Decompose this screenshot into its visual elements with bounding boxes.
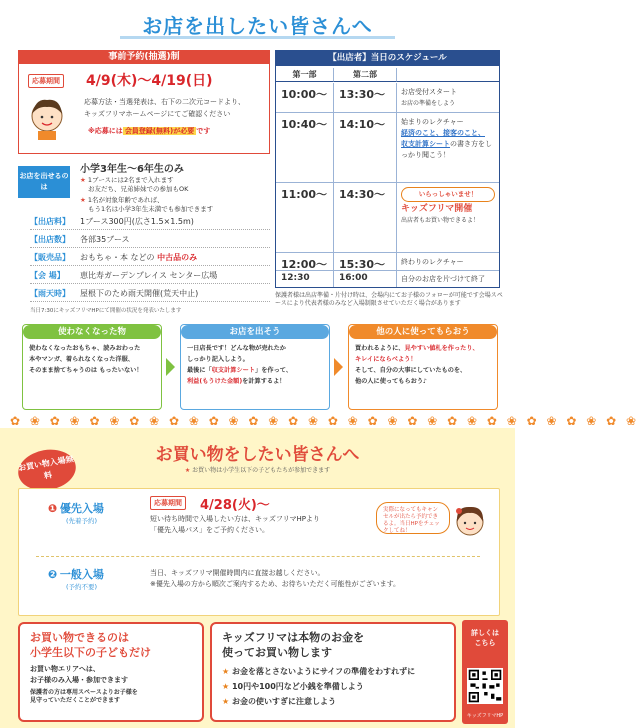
title-underline — [120, 36, 395, 39]
info-row-venue: 【会 場】 恵比寿ガーデンプレイス センター広場 — [30, 268, 270, 284]
shopping-title: お買い物をしたい皆さんへ — [155, 445, 360, 465]
flow-step-open-shop: お店を出そう 一日店長です！どんな物が売れたか しっかり記入しよう。 最後に「収支計算シート」を作って、 利益(もうけた金額)を計算するよ！ — [180, 324, 330, 410]
schedule-col-part1: 第一部 — [276, 68, 333, 82]
arrow-right-icon — [334, 358, 343, 376]
eligibility-list: ★ 1ブースには2名まで入れます お友だち、兄弟姉妹での参加もOK ★ 1名が対象年齢であれば、 もう1名は小学3年生未満でも参加できます — [80, 176, 214, 213]
divider — [36, 556, 480, 557]
general-text: 当日、キッズフリマ開催時間内に直接お越しください。 ※優先入場の方から順次ご案内するため、お待ちいただく可能性がございます。 — [150, 569, 401, 588]
reservation-note: ※応募には 会員登録(無料)が必要 です — [88, 127, 211, 135]
schedule-header: 【出店者】当日のスケジュール — [275, 50, 500, 66]
notice-kids-only: お買い物できるのは 小学生以下の子どもだけ お買い物エリアへは、 お子様のみ入場・参加できます 保護者の方は専用スペースよりお子様を 見守っていただくことができます — [18, 622, 204, 722]
general-entry: ❷ 一般入場 (予約不要) — [48, 568, 104, 591]
priority-entry: ❶ 優先入場 (先着予約) — [48, 502, 104, 525]
flow-step-reuse: 他の人に使ってもらおう 買われるように、見やすい値札を作ったり、 キレイにならべよう！ そして、自分の大事にしていたものを、 他の人に使ってもらおう♪ — [348, 324, 498, 410]
priority-date: 4/28(火)〜 — [200, 498, 270, 513]
schedule-note: 保護者様は出店準備・片付け時は、会場内にてお子様のフォローが可能です会場スペースにより代表者様のみなど入場制限させていただく場合があります — [275, 292, 503, 307]
flow-step-unused: 使わなくなった物 使わなくなったおもちゃ、読みおわった 本やマンガ、着られなくなった洋服、 そのまま捨てちゃうのは もったいない！ — [22, 324, 162, 410]
eligibility-title: 小学3年生〜6年生のみ — [80, 164, 184, 175]
eligibility-tag: お店を出せるのは — [18, 166, 70, 198]
girl-illustration-icon — [452, 502, 488, 540]
schedule-row: 12:00〜 15:30〜 終わりのレクチャー — [276, 253, 499, 271]
schedule-row: 10:00〜 13:30〜 お店受付スタート お店の準備をしよう — [276, 83, 499, 113]
flower-border: ✿ ❀ ✿ ❀ ✿ ❀ ✿ ❀ ✿ ❀ ✿ ❀ ✿ ❀ ✿ ❀ ✿ ❀ ✿ ❀ ✿ ❀ ✿ ❀ ✿ ❀ ✿ ❀ ✿ ❀ ✿ ❀ — [10, 414, 639, 428]
schedule-row: 12:30 16:00 自分のお店を片づけて終了 — [276, 271, 499, 287]
schedule-col-desc — [396, 68, 499, 82]
schedule-col-part2: 第二部 — [333, 68, 396, 82]
info-row-fee: 【出店料】 1ブース300円(広さ1.5×1.5m) — [30, 214, 270, 230]
info-row-rain: 【雨天時】 屋根下のため雨天開催(荒天中止) — [30, 286, 270, 302]
qr-label: 詳しくは こちら — [471, 629, 499, 647]
info-row-goods: 【販売品】 おもちゃ・本 などの 中古品のみ — [30, 250, 270, 266]
info-row-count: 【出店数】 各部35ブース — [30, 232, 270, 248]
boy-illustration-icon — [28, 96, 66, 140]
period-tag: 応募期間 — [28, 74, 64, 88]
shopping-subtitle: ★ お買い物は小学生以下の子どもたちが参加できます — [184, 467, 331, 474]
arrow-right-icon — [166, 358, 175, 376]
priority-period-tag: 応募期間 — [150, 496, 186, 510]
reservation-description: 応募方法・当選発表は、右下の二次元コードより、 キッズフリマホームページにてご確認ください — [84, 98, 245, 118]
reservation-header: 事前予約(抽選)制 — [18, 50, 270, 64]
schedule-row: 10:40〜 14:10〜 始まりのレクチャー 経済のこと、接客のこと、 収支計算シートの書き方をしっかり聞こう！ — [276, 113, 499, 183]
notice-real-money: キッズフリマは本物のお金を 使ってお買い物します ★ お金を落とさないようにサイフの準備をわすれずに ★ 10円や100円など小銭を準備しよう ★ お金の使いすぎに注意しよう — [210, 622, 456, 722]
speech-bubble: 実際になってもキャンセルが出たら予約できるよ。当日HPをチェックしてね！ — [376, 502, 450, 534]
free-entry-badge: お買い物入場無料 — [15, 445, 79, 494]
priority-text: 短い待ち時間で入場したい方は、キッズフリマHPより 「優先入場パス」をご予約ください。 — [150, 515, 320, 534]
reservation-dates: 4/9(木)〜4/19(日) — [86, 73, 213, 89]
page-title: お店を出したい皆さんへ — [142, 14, 373, 38]
schedule-row: 11:00〜 14:30〜 いらっしゃいませ！ キッズフリマ開催 出店者もお買い物できるよ！ — [276, 183, 499, 253]
qr-caption: キッズフリマHP — [466, 713, 504, 719]
rain-note: 当日7:30にキッズフリマHPにて開催の状況を発表いたします — [30, 308, 182, 314]
qr-code-icon[interactable] — [467, 668, 503, 704]
